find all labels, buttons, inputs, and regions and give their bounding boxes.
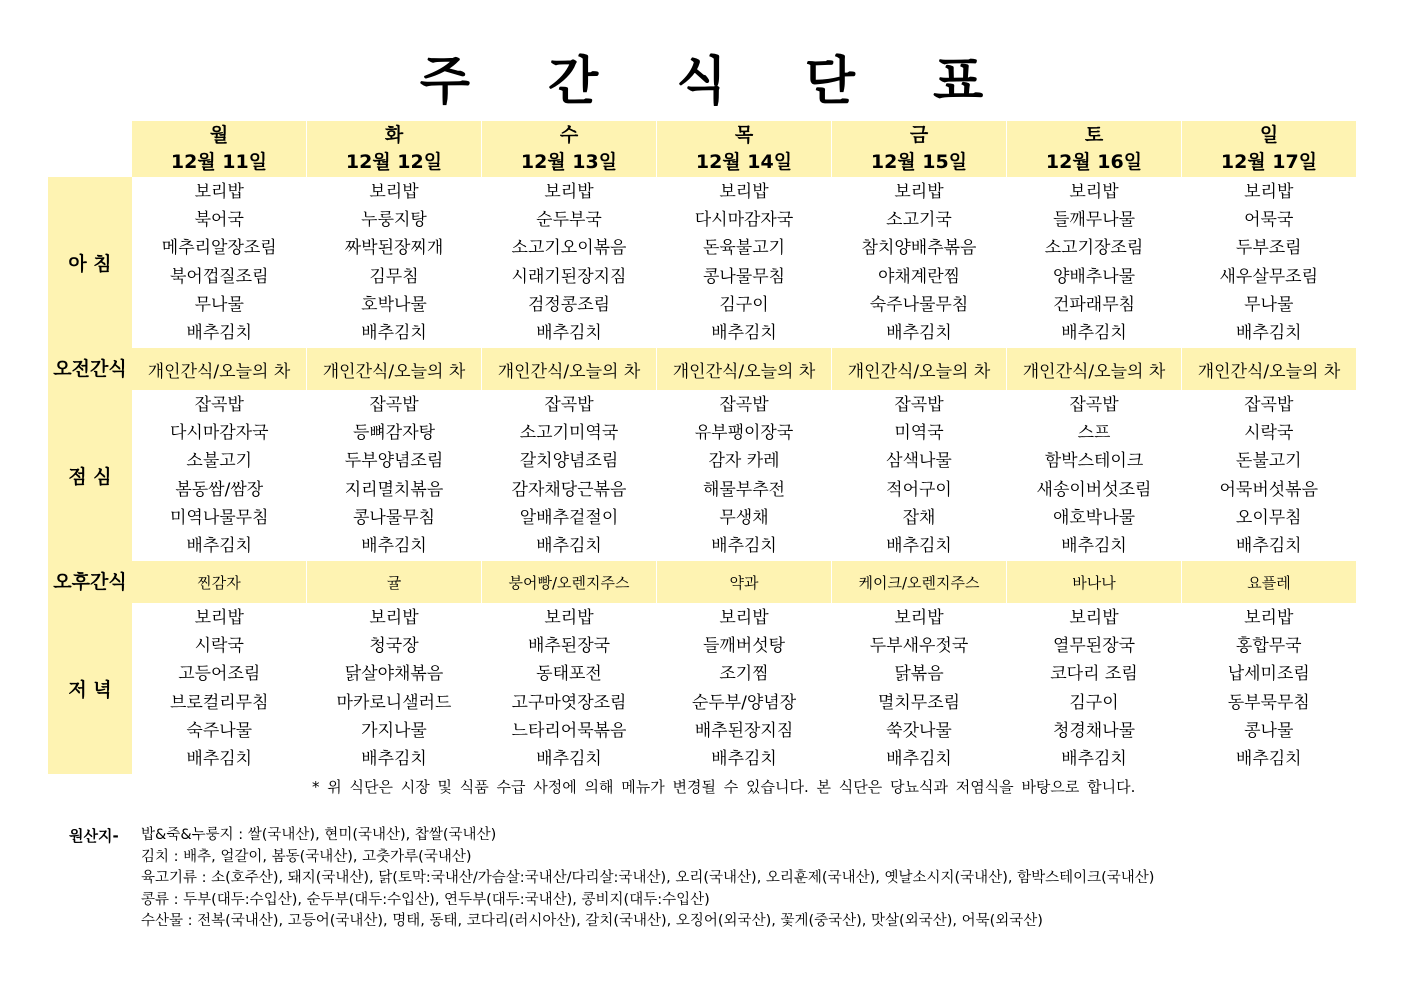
menu-item: 보리밥 [894, 607, 944, 628]
menu-item: 갈치양념조림 [519, 451, 619, 472]
menu-item: 들깨무나물 [1052, 209, 1136, 230]
menu-item: 배추된장국 [527, 635, 611, 656]
menu-item: 잡채 [902, 507, 936, 528]
am_snack-cell: 개인간식/오늘의 차 [657, 348, 832, 390]
day-date: 12월 13일 [520, 151, 618, 173]
menu-item: 김구이 [1069, 692, 1119, 713]
origin-line: 육고기류 : 소(호주산), 돼지(국내산), 닭(토막:국내산/가슴살:국내산/다리살:국내산), 오리(국내산), 오리훈제(국내산), 옛날소시지(국내산), 함박스테이크(국내산) [141, 870, 1155, 886]
am_snack-cell: 개인간식/오늘의 차 [132, 348, 307, 390]
lunch-cell [132, 390, 307, 561]
menu-item: 배추김치 [1235, 749, 1302, 770]
menu-item: 북어국 [194, 209, 244, 230]
menu-item: 납세미조림 [1227, 664, 1310, 685]
menu-item: 보리밥 [369, 607, 419, 628]
menu-item: 무나물 [194, 294, 244, 315]
menu-item: 감자 카레 [708, 451, 780, 472]
menu-item: 멸치무조림 [877, 692, 961, 713]
lunch-cell [1007, 390, 1182, 561]
menu-item: 느타리어묵볶음 [511, 720, 627, 741]
origin-line: 밥&죽&누룽지 : 쌀(국내산), 현미(국내산), 찹쌀(국내산) [141, 827, 497, 843]
menu-item: 보리밥 [1069, 181, 1119, 202]
menu-item: 숙주나물 [186, 720, 253, 741]
breakfast-cell [132, 177, 307, 348]
menu-item: 들깨버섯탕 [702, 635, 786, 656]
menu-item: 배추김치 [361, 749, 427, 770]
menu-item: 시락국 [194, 635, 244, 656]
menu-item: 잡곡밥 [1244, 394, 1294, 415]
menu-body [48, 121, 1356, 774]
menu-item: 보리밥 [1069, 607, 1119, 628]
menu-item: 배추김치 [1061, 536, 1127, 557]
menu-item: 배추김치 [886, 536, 952, 557]
day-of-week: 화 [384, 124, 404, 146]
menu-item: 닭살야채볶음 [344, 664, 444, 685]
menu-item: 닭볶음 [894, 664, 944, 685]
menu-item: 보리밥 [194, 181, 244, 202]
menu-item: 다시마감자국 [169, 422, 269, 443]
menu-item: 돈육불고기 [702, 238, 786, 259]
menu-item: 잡곡밥 [894, 394, 944, 415]
menu-item: 쑥갓나물 [886, 720, 952, 741]
day-header [832, 121, 1007, 177]
menu-item: 배추김치 [1061, 323, 1127, 344]
menu-item: 김구이 [719, 294, 769, 315]
lunch-cell [657, 390, 832, 561]
dinner-cell [1182, 603, 1357, 774]
day-header-row [48, 121, 1356, 177]
menu-item: 잡곡밥 [719, 394, 769, 415]
menu-item: 어묵버섯볶음 [1219, 479, 1319, 500]
menu-item: 돈불고기 [1235, 451, 1302, 472]
menu-change-note: * 위 식단은 시장 및 식품 수급 사정에 의해 메뉴가 변경될 수 있습니다. 본 식단은 당뇨식과 저염식을 바탕으로 합니다. [312, 778, 1136, 796]
dinner-cell [482, 603, 657, 774]
menu-item: 두부양념조림 [344, 451, 444, 472]
menu-item: 소고기오이볶음 [511, 238, 627, 259]
menu-item: 참치양배추볶음 [861, 238, 977, 259]
menu-item: 청경채나물 [1052, 720, 1136, 741]
menu-item: 시락국 [1244, 422, 1294, 443]
day-header [307, 121, 482, 177]
breakfast-label: 아 침 [48, 177, 132, 348]
menu-item: 동부묵무침 [1227, 692, 1310, 713]
menu-item: 북어껍질조림 [169, 266, 269, 287]
menu-item: 보리밥 [194, 607, 244, 628]
menu-item: 콩나물 [1244, 720, 1294, 741]
am_snack-cell: 개인간식/오늘의 차 [482, 348, 657, 390]
menu-item: 지리멸치볶음 [344, 479, 444, 500]
menu-item: 소불고기 [186, 451, 253, 472]
menu-item: 배추김치 [711, 323, 777, 344]
lunch-cell [832, 390, 1007, 561]
menu-item: 배추김치 [711, 749, 777, 770]
dinner-row [48, 603, 1356, 774]
day-header [482, 121, 657, 177]
menu-item: 브로컬리무침 [169, 692, 269, 713]
breakfast-cell [832, 177, 1007, 348]
lunch-row [48, 390, 1356, 561]
menu-item: 배추김치 [1235, 536, 1302, 557]
lunch-label: 점 심 [48, 390, 132, 561]
pm_snack-cell: 요플레 [1182, 561, 1357, 603]
menu-item: 메추리알장조림 [161, 238, 277, 259]
menu-item: 해물부추전 [702, 479, 786, 500]
dinner-cell [1007, 603, 1182, 774]
pm_snack-cell: 약과 [657, 561, 832, 603]
day-of-week: 금 [909, 124, 929, 146]
menu-item: 홍합무국 [1235, 635, 1302, 656]
menu-item: 적어구이 [886, 479, 952, 500]
am_snack-label: 오전간식 [48, 348, 132, 390]
lunch-cell [1182, 390, 1357, 561]
menu-item: 콩나물무침 [702, 266, 786, 287]
menu-item: 미역국 [894, 422, 944, 443]
menu-item: 건파래무침 [1052, 294, 1136, 315]
menu-item: 봄동쌈/쌈장 [175, 479, 264, 500]
menu-item: 가지나물 [361, 720, 427, 741]
menu-item: 잡곡밥 [194, 394, 244, 415]
menu-item: 등뼈감자탕 [352, 422, 436, 443]
day-header [1182, 121, 1357, 177]
menu-item: 알배추겉절이 [519, 507, 619, 528]
menu-item: 보리밥 [719, 607, 769, 628]
menu-item: 잡곡밥 [1069, 394, 1119, 415]
menu-item: 배추김치 [536, 749, 602, 770]
day-date: 12월 16일 [1045, 151, 1143, 173]
menu-item: 배추김치 [711, 536, 777, 557]
menu-item: 미역나물무침 [169, 507, 269, 528]
breakfast-cell [482, 177, 657, 348]
menu-item: 새송이버섯조림 [1036, 479, 1152, 500]
menu-item: 보리밥 [369, 181, 419, 202]
breakfast-cell [307, 177, 482, 348]
pm_snack-cell: 붕어빵/오렌지주스 [482, 561, 657, 603]
day-header [1007, 121, 1182, 177]
pm_snack-cell: 찐감자 [132, 561, 307, 603]
origin-line: 콩류 : 두부(대두:수입산), 순두부(대두:수입산), 연두부(대두:국내산), 콩비지(대두:수입산) [141, 891, 710, 908]
menu-item: 배추김치 [1235, 323, 1302, 344]
menu-item: 소고기장조림 [1044, 238, 1144, 259]
day-date: 12월 12일 [345, 151, 443, 173]
menu-item: 애호박나물 [1052, 507, 1136, 528]
menu-item: 조기찜 [719, 664, 769, 685]
menu-item: 잡곡밥 [369, 394, 419, 415]
menu-item: 소고기미역국 [519, 422, 619, 443]
menu-item: 배추김치 [361, 323, 427, 344]
breakfast-cell [1182, 177, 1357, 348]
day-of-week: 토 [1084, 124, 1104, 146]
day-date: 12월 14일 [695, 151, 793, 173]
menu-item: 배추김치 [186, 323, 253, 344]
menu-item: 다시마감자국 [694, 209, 794, 230]
day-date: 12월 15일 [870, 151, 968, 173]
pm_snack-cell: 케이크/오렌지주스 [832, 561, 1007, 603]
origin-label: 원산지- [69, 827, 119, 845]
menu-item: 순두부국 [536, 209, 602, 230]
menu-item: 무나물 [1244, 294, 1294, 315]
menu-item: 함박스테이크 [1044, 451, 1144, 472]
day-of-week: 월 [209, 124, 229, 146]
menu-item: 순두부/양념장 [691, 692, 797, 713]
menu-item: 동태포전 [536, 664, 602, 685]
lunch-cell [482, 390, 657, 561]
breakfast-row [48, 177, 1356, 348]
menu-item: 보리밥 [1244, 607, 1294, 628]
header-corner [48, 121, 132, 177]
menu-item: 코다리 조림 [1050, 664, 1138, 685]
am_snack-cell: 개인간식/오늘의 차 [832, 348, 1007, 390]
day-of-week: 목 [734, 124, 754, 146]
menu-item: 배추김치 [886, 749, 952, 770]
menu-item: 잡곡밥 [544, 394, 594, 415]
menu-item: 김무침 [369, 266, 419, 287]
am_snack-cell: 개인간식/오늘의 차 [1182, 348, 1357, 390]
menu-item: 청국장 [369, 635, 419, 656]
day-header [657, 121, 832, 177]
menu-item: 열무된장국 [1052, 635, 1136, 656]
menu-item: 배추김치 [536, 323, 602, 344]
menu-item: 야채계란찜 [877, 266, 961, 287]
breakfast-cell [1007, 177, 1182, 348]
day-date: 12월 11일 [170, 151, 268, 173]
menu-item: 무생채 [719, 507, 769, 528]
menu-item: 검정콩조림 [527, 294, 611, 315]
dinner-cell [832, 603, 1007, 774]
menu-item: 콩나물무침 [352, 507, 436, 528]
menu-item: 누룽지탕 [361, 209, 427, 230]
pm_snack-cell: 귤 [307, 561, 482, 603]
pm_snack-label: 오후간식 [48, 561, 132, 603]
menu-item: 짜박된장찌개 [344, 238, 444, 259]
menu-item: 고등어조림 [178, 664, 261, 685]
menu-item: 배추된장지짐 [694, 720, 794, 741]
breakfast-cell [657, 177, 832, 348]
menu-item: 유부팽이장국 [694, 422, 794, 443]
menu-item: 시래기된장지짐 [511, 266, 627, 287]
menu-item: 고구마엿장조림 [511, 692, 627, 713]
day-date: 12월 17일 [1220, 151, 1318, 173]
day-of-week: 수 [559, 124, 579, 146]
pm_snack-cell: 바나나 [1007, 561, 1182, 603]
menu-item: 두부조림 [1235, 238, 1302, 259]
dinner-cell [307, 603, 482, 774]
menu-item: 삼색나물 [886, 451, 952, 472]
menu-item: 보리밥 [544, 607, 594, 628]
origin-line: 김치 : 배추, 얼갈이, 봄동(국내산), 고춧가루(국내산) [141, 848, 472, 865]
menu-item: 새우살무조림 [1219, 266, 1319, 287]
menu-item: 보리밥 [894, 181, 944, 202]
menu-item: 어묵국 [1244, 209, 1294, 230]
menu-item: 배추김치 [186, 749, 253, 770]
menu-item: 오이무침 [1235, 507, 1302, 528]
weekly-menu-table [48, 121, 1356, 774]
pm_snack-row [48, 561, 1356, 603]
menu-item: 소고기국 [886, 209, 952, 230]
menu-item: 배추김치 [361, 536, 427, 557]
page-title: 주 간 식 단 표 [419, 52, 1014, 112]
menu-item: 보리밥 [1244, 181, 1294, 202]
menu-item: 배추김치 [886, 323, 952, 344]
day-header [132, 121, 307, 177]
menu-item: 배추김치 [536, 536, 602, 557]
menu-item: 배추김치 [186, 536, 253, 557]
menu-item: 배추김치 [1061, 749, 1127, 770]
lunch-cell [307, 390, 482, 561]
menu-item: 마카로니샐러드 [336, 692, 452, 713]
menu-item: 감자채당근볶음 [511, 479, 627, 500]
menu-item: 숙주나물무침 [869, 294, 969, 315]
menu-item: 보리밥 [719, 181, 769, 202]
day-of-week: 일 [1259, 124, 1279, 146]
menu-item: 양배추나물 [1052, 266, 1136, 287]
am_snack-row [48, 348, 1356, 390]
menu-item: 호박나물 [361, 294, 427, 315]
menu-item: 보리밥 [544, 181, 594, 202]
menu-item: 스프 [1077, 422, 1111, 443]
dinner-label: 저 녁 [48, 603, 132, 774]
origin-list [141, 825, 1154, 933]
menu-item: 두부새우젓국 [869, 635, 969, 656]
dinner-cell [657, 603, 832, 774]
dinner-cell [132, 603, 307, 774]
am_snack-cell: 개인간식/오늘의 차 [1007, 348, 1182, 390]
origin-line: 수산물 : 전복(국내산), 고등어(국내산), 명태, 동태, 코다리(러시아산), 갈치(국내산), 오징어(외국산), 꽃게(중국산), 맛살(외국산), 어묵(외국산) [141, 913, 1043, 929]
am_snack-cell: 개인간식/오늘의 차 [307, 348, 482, 390]
